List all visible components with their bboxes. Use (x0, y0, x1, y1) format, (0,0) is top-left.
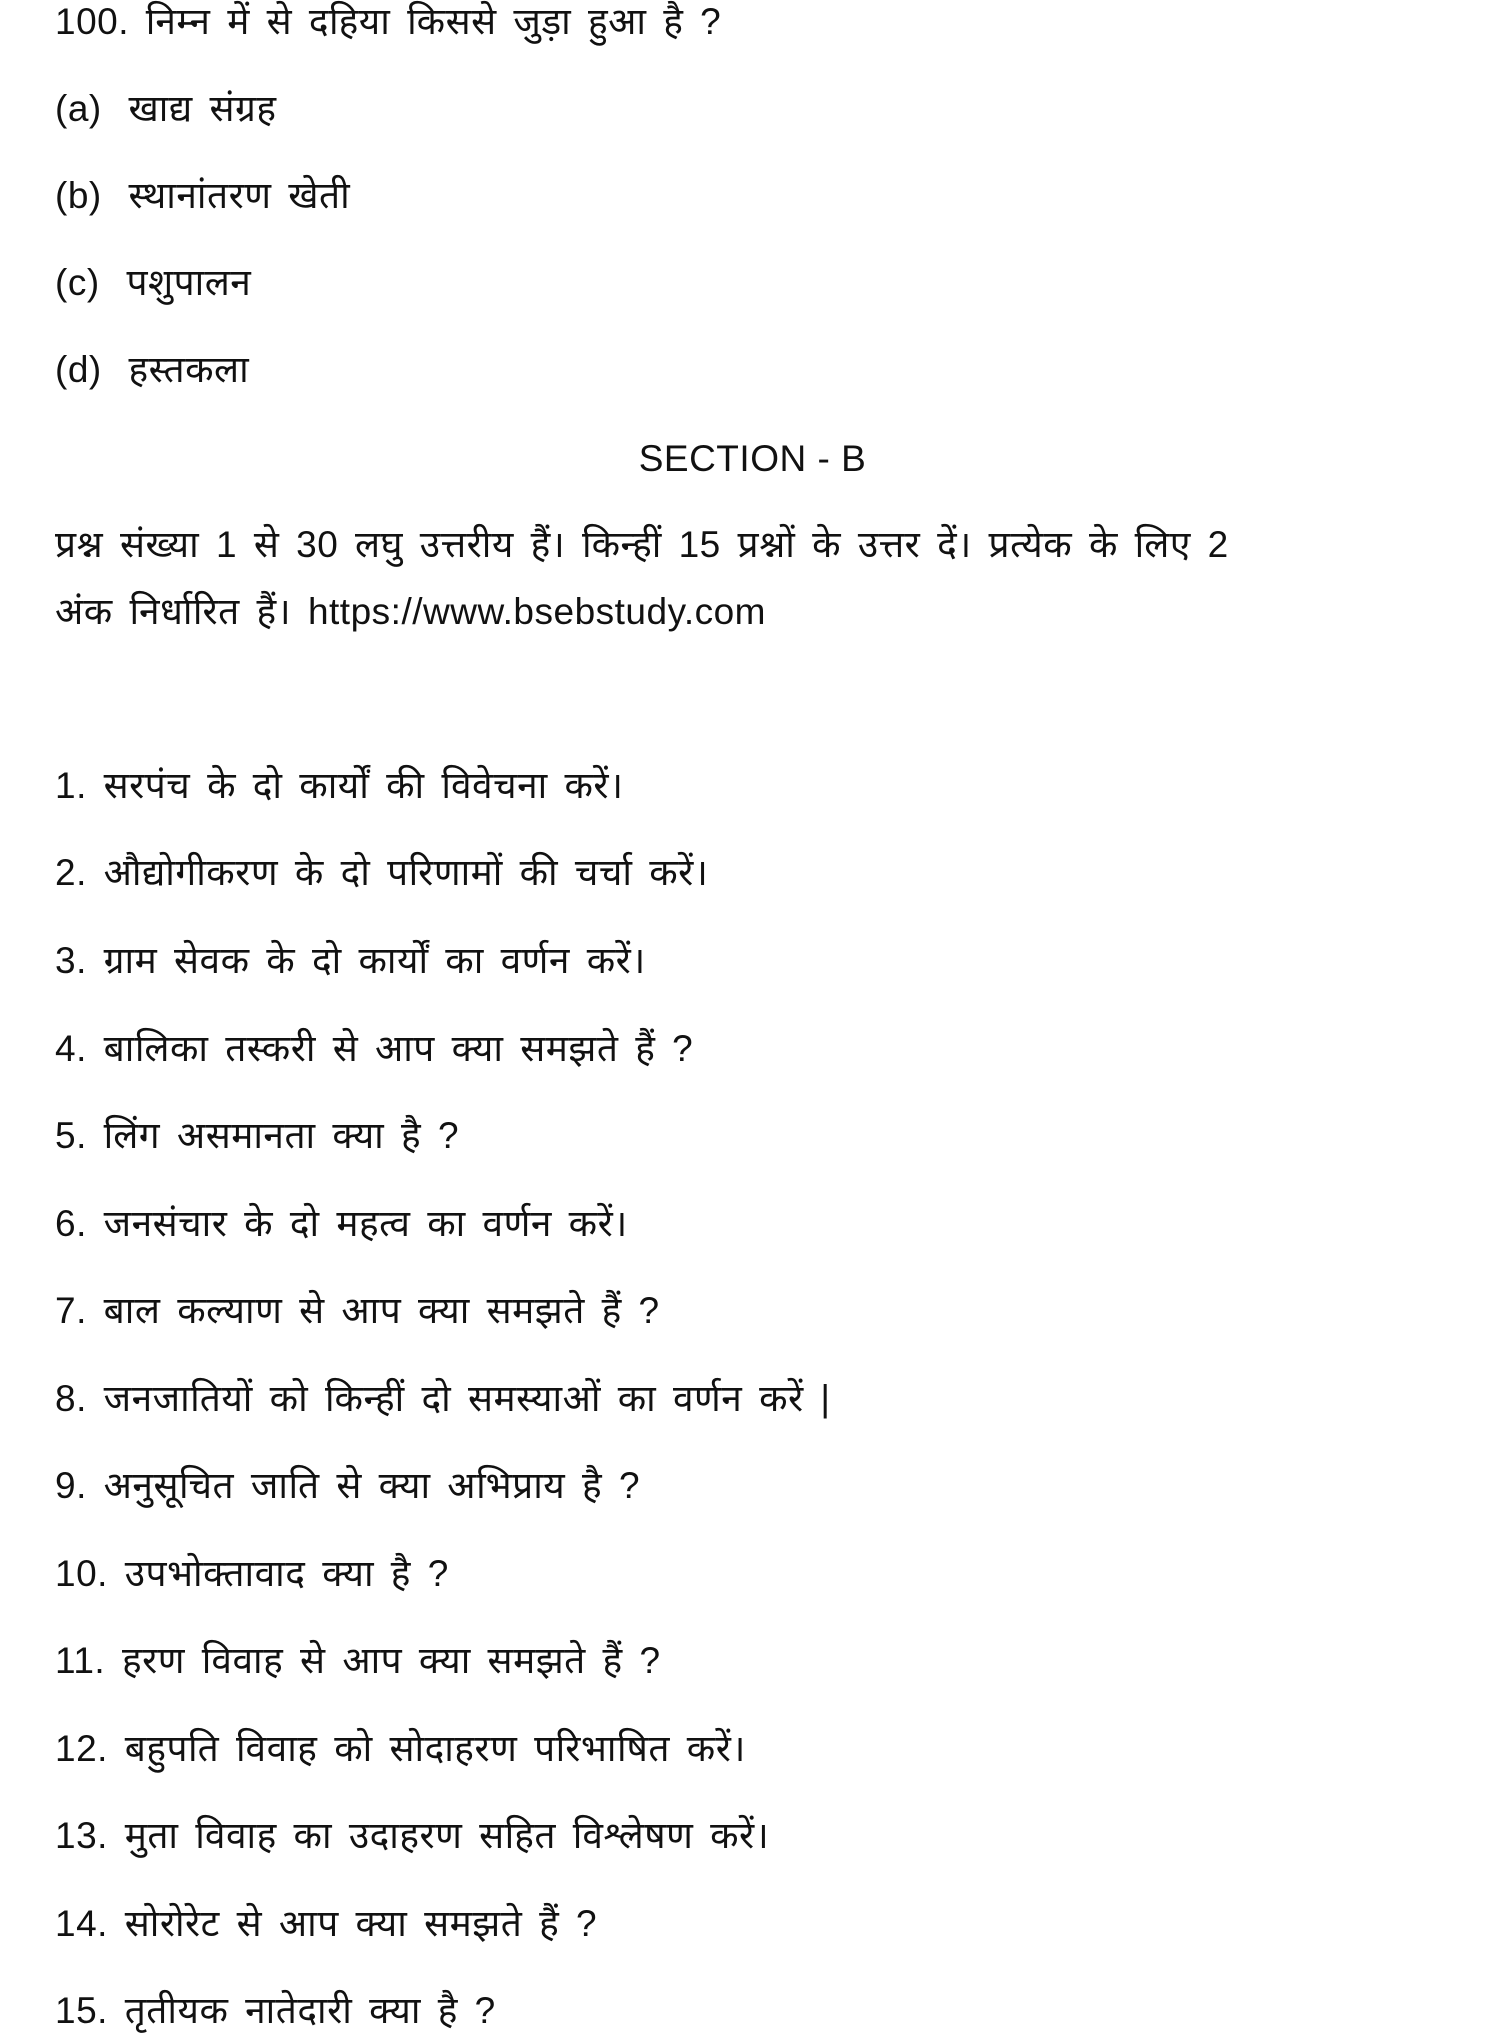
question-item (55, 1289, 660, 1333)
question-number: 6. (55, 1203, 87, 1244)
question-text: जनसंचार के दो महत्व का वर्णन करें। (103, 1203, 628, 1244)
question-text: बालिका तस्करी से आप क्या समझते हैं ? (103, 1028, 694, 1069)
option-label: (b) (55, 175, 102, 216)
question-number: 13. (55, 1815, 108, 1856)
question-text: उपभोक्तावाद क्या है ? (124, 1553, 449, 1594)
section-title: SECTION - B (638, 438, 867, 479)
question-item (55, 1027, 693, 1071)
mcq-option-d (55, 348, 249, 392)
question-text: सरपंच के दो कार्यों की विवेचना करें। (103, 765, 624, 806)
question-number: 14. (55, 1903, 108, 1944)
mcq-option-a (55, 87, 276, 131)
question-item (55, 1202, 628, 1246)
question-number: 11. (55, 1640, 106, 1681)
question-item (55, 1377, 831, 1421)
question-number: 5. (55, 1115, 87, 1156)
section-instructions (55, 511, 1455, 645)
question-item (55, 1114, 459, 1158)
question-text: मुता विवाह का उदाहरण सहित विश्लेषण करें। (124, 1815, 770, 1856)
option-label: (c) (55, 262, 100, 303)
question-number: 8. (55, 1378, 87, 1419)
instructions-line-1: प्रश्न संख्या 1 से 30 लघु उत्तरीय हैं। किन्हीं 15 प्रश्नों के उत्तर दें। प्रत्येक के लिए 2 (55, 524, 1229, 565)
question-item (55, 1814, 769, 1858)
question-text: लिंग असमानता क्या है ? (103, 1115, 460, 1156)
option-text: हस्तकला (128, 349, 250, 390)
question-item (55, 1727, 746, 1771)
mcq-option-b (55, 174, 350, 218)
mcq-question-text: निम्न में से दहिया किससे जुड़ा हुआ है ? (145, 1, 722, 42)
question-text: सोरोरेट से आप क्या समझते हैं ? (124, 1903, 598, 1944)
mcq-question (55, 0, 721, 44)
question-number: 3. (55, 940, 87, 981)
question-text: बहुपति विवाह को सोदाहरण परिभाषित करें। (124, 1728, 746, 1769)
question-item (55, 1902, 597, 1946)
question-text: औद्योगीकरण के दो परिणामों की चर्चा करें। (103, 852, 709, 893)
option-text: पशुपालन (126, 262, 252, 303)
question-item (55, 1639, 661, 1683)
question-number: 12. (55, 1728, 108, 1769)
question-number: 15. (55, 1990, 108, 2031)
question-text: ग्राम सेवक के दो कार्यों का वर्णन करें। (103, 940, 646, 981)
question-text: तृतीयक नातेदारी क्या है ? (124, 1990, 496, 2031)
question-number: 7. (55, 1290, 87, 1331)
mcq-number: 100. (55, 1, 130, 42)
question-item (55, 851, 708, 895)
question-item (55, 1989, 496, 2033)
instructions-line-2: अंक निर्धारित हैं। https://www.bsebstudy.com (55, 591, 767, 632)
option-label: (a) (55, 88, 102, 129)
option-text: स्थानांतरण खेती (128, 175, 351, 216)
question-item (55, 939, 646, 983)
question-number: 1. (55, 765, 87, 806)
question-text: जनजातियों को किन्हीं दो समस्याओं का वर्णन करें | (103, 1378, 831, 1419)
question-item (55, 1552, 449, 1596)
question-text: बाल कल्याण से आप क्या समझते हैं ? (103, 1290, 660, 1331)
question-text: हरण विवाह से आप क्या समझते हैं ? (121, 1640, 661, 1681)
question-number: 9. (55, 1465, 87, 1506)
question-number: 4. (55, 1028, 87, 1069)
question-number: 10. (55, 1553, 108, 1594)
question-item (55, 764, 624, 808)
question-number: 2. (55, 852, 87, 893)
option-label: (d) (55, 349, 102, 390)
question-item (55, 1464, 640, 1508)
mcq-option-c (55, 261, 251, 305)
option-text: खाद्य संग्रह (128, 88, 277, 129)
question-text: अनुसूचित जाति से क्या अभिप्राय है ? (103, 1465, 641, 1506)
